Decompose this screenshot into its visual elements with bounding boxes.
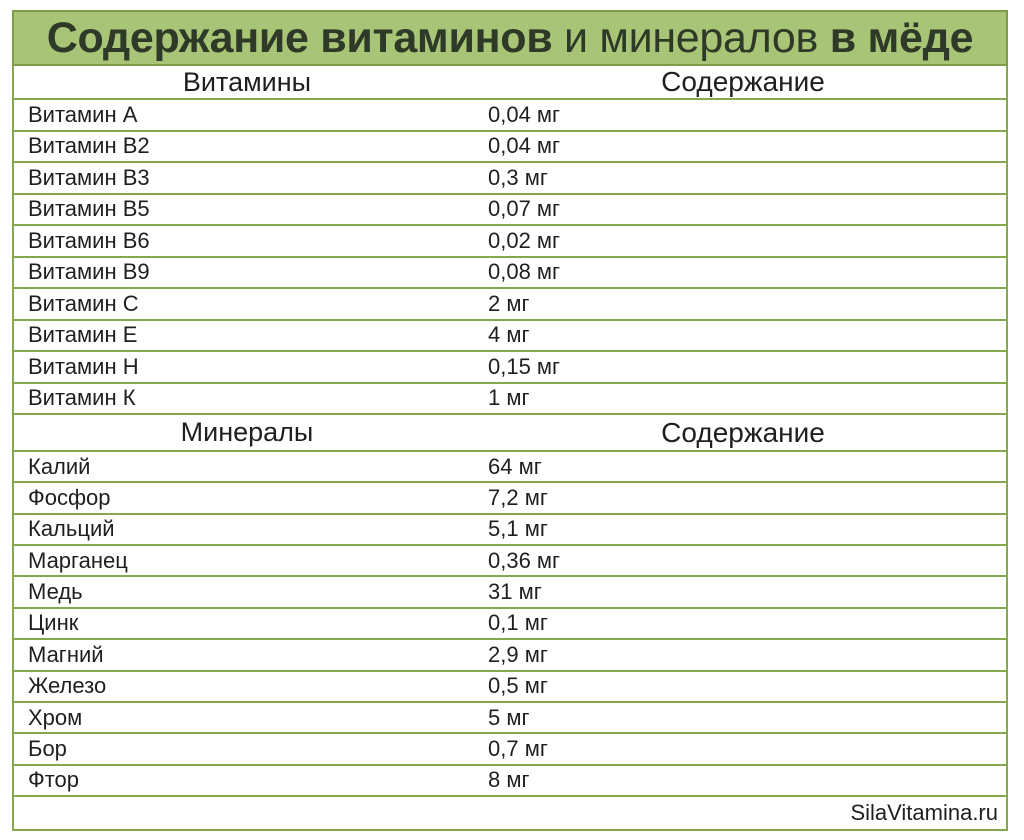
title-part-minerals: и минералов [564,13,819,62]
mineral-name: Железо [28,673,107,699]
vitamin-name: Витамин Н [28,353,139,379]
mineral-row [14,672,1006,703]
mineral-value: 2,9 мг [488,641,548,667]
mineral-row [14,734,1006,765]
vitamin-row [14,163,1006,195]
mineral-name: Фтор [28,767,80,793]
minerals-header-value: Содержание [661,416,825,448]
page-title [47,14,974,63]
vitamin-name: Витамин С [28,290,139,316]
vitamin-row [14,226,1006,258]
mineral-row [14,452,1006,483]
vitamin-name: Витамин В5 [28,196,150,222]
mineral-value: 0,7 мг [488,735,548,761]
nutrient-table [12,66,1008,831]
vitamin-row [14,384,1006,416]
mineral-row [14,577,1006,608]
vitamin-value: 0,04 мг [488,101,561,127]
mineral-name: Бор [28,735,67,761]
mineral-name: Хром [28,704,83,730]
vitamin-name: Витамин В6 [28,227,150,253]
vitamin-value: 0,02 мг [488,227,561,253]
mineral-row [14,766,1006,797]
vitamin-value: 0,15 мг [488,353,561,379]
mineral-value: 5,1 мг [488,516,548,542]
vitamins-header-value: Содержание [661,66,825,97]
vitamin-row [14,289,1006,321]
vitamin-row [14,100,1006,132]
footer-row [14,797,1006,829]
mineral-value: 64 мг [488,453,542,479]
vitamins-header-name: Витамины [182,66,312,97]
source-credit: SilaVitamina.ru [850,799,998,825]
mineral-row [14,703,1006,734]
mineral-value: 0,5 мг [488,673,548,699]
vitamin-name: Витамин Е [28,322,138,348]
mineral-row [14,515,1006,546]
vitamin-name: Витамин В2 [28,133,150,159]
mineral-name: Калий [28,453,91,479]
minerals-list [14,452,1006,797]
mineral-row [14,483,1006,514]
mineral-name: Магний [28,641,104,667]
vitamin-name: Витамин В3 [28,164,150,190]
mineral-name: Медь [28,579,83,605]
title-bar [12,10,1008,66]
vitamin-row [14,352,1006,384]
mineral-value: 0,36 мг [488,547,561,573]
vitamin-value: 4 мг [488,322,530,348]
mineral-value: 8 мг [488,767,530,793]
vitamin-name: Витамин А [28,101,138,127]
vitamin-value: 0,07 мг [488,196,561,222]
vitamin-value: 0,04 мг [488,133,561,159]
minerals-header-name: Минералы [180,417,314,447]
mineral-value: 7,2 мг [488,485,548,511]
title-part-vitamins: Содержание витаминов [46,13,553,62]
mineral-value: 0,1 мг [488,610,548,636]
vitamin-value: 1 мг [488,385,530,411]
mineral-name: Цинк [28,610,79,636]
vitamin-value: 0,08 мг [488,259,561,285]
vitamin-name: Витамин В9 [28,259,150,285]
mineral-row [14,640,1006,671]
vitamin-row [14,195,1006,227]
vitamins-header-row [14,66,1006,100]
mineral-name: Фосфор [28,485,111,511]
vitamin-value: 2 мг [488,290,530,316]
title-part-honey: в мёде [829,13,974,62]
mineral-name: Марганец [28,547,128,573]
mineral-name: Кальций [28,516,115,542]
mineral-value: 5 мг [488,704,530,730]
vitamins-list [14,100,1006,415]
mineral-value: 31 мг [488,579,542,605]
vitamin-name: Витамин К [28,385,136,411]
mineral-row [14,546,1006,577]
vitamin-row [14,321,1006,353]
vitamin-value: 0,3 мг [488,164,548,190]
mineral-row [14,609,1006,640]
minerals-header-row [14,415,1006,452]
vitamin-row [14,258,1006,290]
vitamin-row [14,132,1006,164]
